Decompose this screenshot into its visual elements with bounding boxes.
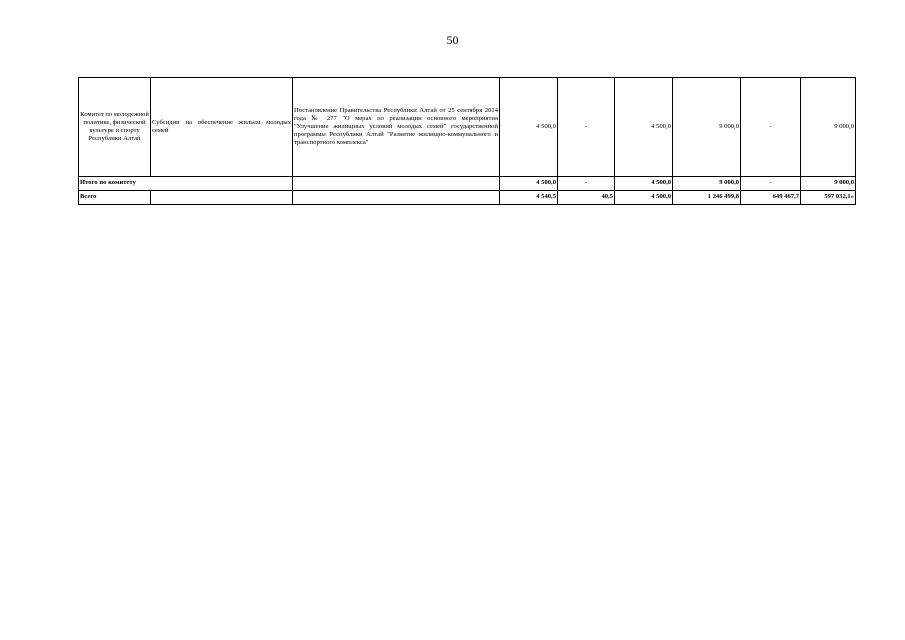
grand-total-row [79, 191, 856, 205]
grand-total-value-cell: 1 246 499,8 [673, 191, 741, 205]
total-value-cell: 4 500,0 [615, 177, 673, 191]
document-cell: Постановление Правительства Республики Алтай от 25 сентября 2014 года № 277 "О мерах по реализации основного мероприятия "Улучшение жилищных условий молодых семей" государственной программы Республики Алтай "Развитие жилищно-коммунального и транспортного комплекса" [293, 78, 500, 177]
value-cell: 9 000,0 [801, 78, 856, 177]
value-cell: 9 000,0 [673, 78, 741, 177]
value-cell: - [558, 78, 615, 177]
empty-cell [293, 191, 500, 205]
grand-total-label: Всего [79, 191, 151, 205]
empty-cell [151, 191, 293, 205]
budget-table [78, 77, 856, 205]
total-value-cell: - [741, 177, 801, 191]
total-value-cell: 9 000,0 [801, 177, 856, 191]
committee-total-row [79, 177, 856, 191]
value-cell: - [741, 78, 801, 177]
committee-total-label: Итого по комитету [79, 177, 293, 191]
description-cell: Субсидии на обеспечение жильем молодых семей [151, 78, 293, 177]
grand-total-value-cell: 649 467,7 [741, 191, 801, 205]
grand-total-value-cell: 597 032,1» [801, 191, 856, 205]
empty-cell [293, 177, 500, 191]
table-row [79, 78, 856, 177]
value-cell: 4 500,0 [500, 78, 558, 177]
total-value-cell: - [558, 177, 615, 191]
grand-total-value-cell: 4 540,5 [500, 191, 558, 205]
grand-total-value-cell: 40,5 [558, 191, 615, 205]
page-number: 50 [446, 33, 459, 47]
value-cell: 4 500,0 [615, 78, 673, 177]
total-value-cell: 4 500,0 [500, 177, 558, 191]
organization-cell: Комитет по молодежной политике, физической культуре и спорту Республики Алтай [79, 78, 151, 177]
grand-total-value-cell: 4 500,0 [615, 191, 673, 205]
total-value-cell: 9 000,0 [673, 177, 741, 191]
